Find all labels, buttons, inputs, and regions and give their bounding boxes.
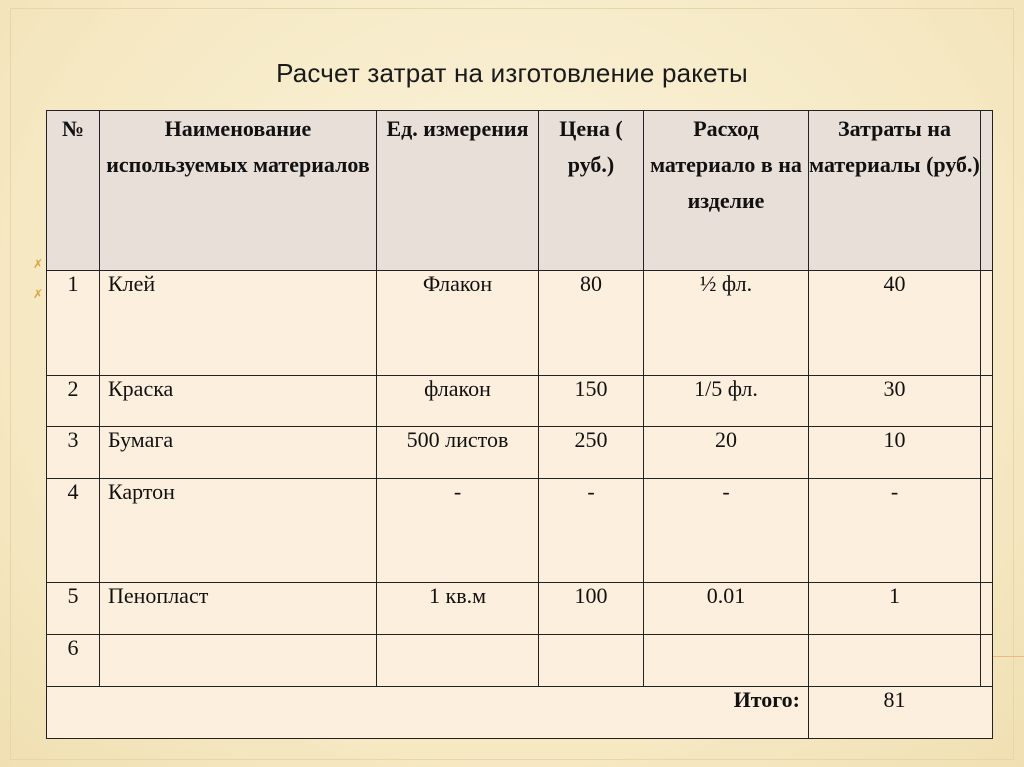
cell-num: 4 [47,479,100,583]
cell-name [100,635,377,687]
cell-price: 250 [539,427,644,479]
cell-spacer [981,376,993,427]
total-label: Итого: [47,687,809,739]
total-row [47,687,993,739]
cell-name: Краска [100,376,377,427]
cell-usage: 20 [644,427,809,479]
header-name: Наименование используемых материалов [100,111,377,271]
cell-unit: Флакон [377,271,539,376]
cell-spacer [981,271,993,376]
cell-unit: флакон [377,376,539,427]
table-row [47,635,993,687]
cell-usage [644,635,809,687]
cross-bullet-icon: ✗ [33,257,44,271]
cell-price: 150 [539,376,644,427]
cell-price: 100 [539,583,644,635]
header-price: Цена ( руб.) [539,111,644,271]
header-num: № [47,111,100,271]
cell-cost [809,635,981,687]
cell-num: 1 [47,271,100,376]
cell-num: 3 [47,427,100,479]
cell-cost: 40 [809,271,981,376]
cell-cost: 30 [809,376,981,427]
cell-cost: 1 [809,583,981,635]
cell-name: Бумага [100,427,377,479]
cell-usage: 1/5 фл. [644,376,809,427]
table-row [47,427,993,479]
cell-unit: 500 листов [377,427,539,479]
cost-table [46,110,993,739]
cross-bullet-icon: ✗ [33,287,44,301]
cell-usage: ½ фл. [644,271,809,376]
cell-spacer [981,479,993,583]
cell-unit: - [377,479,539,583]
table-row [47,376,993,427]
cell-cost: 10 [809,427,981,479]
header-spacer [981,111,993,271]
table-row [47,479,993,583]
cell-price [539,635,644,687]
cell-spacer [981,635,993,687]
header-row [47,111,993,271]
cell-usage: 0.01 [644,583,809,635]
cell-num: 5 [47,583,100,635]
cell-num: 6 [47,635,100,687]
table-row [47,271,993,376]
header-cost: Затраты на материалы (руб.) [809,111,981,271]
cell-unit: 1 кв.м [377,583,539,635]
cell-num: 2 [47,376,100,427]
cell-price: 80 [539,271,644,376]
header-usage: Расход материало в на изделие [644,111,809,271]
slide-title: Расчет затрат на изготовление ракеты [276,58,748,88]
cell-unit [377,635,539,687]
cell-name: Пенопласт [100,583,377,635]
cell-spacer [981,583,993,635]
header-unit: Ед. измерения [377,111,539,271]
cell-name: Клей [100,271,377,376]
cell-name: Картон [100,479,377,583]
table-row [47,583,993,635]
cell-cost: - [809,479,981,583]
cell-spacer [981,427,993,479]
cell-price: - [539,479,644,583]
cell-usage: - [644,479,809,583]
total-value: 81 [809,687,993,739]
